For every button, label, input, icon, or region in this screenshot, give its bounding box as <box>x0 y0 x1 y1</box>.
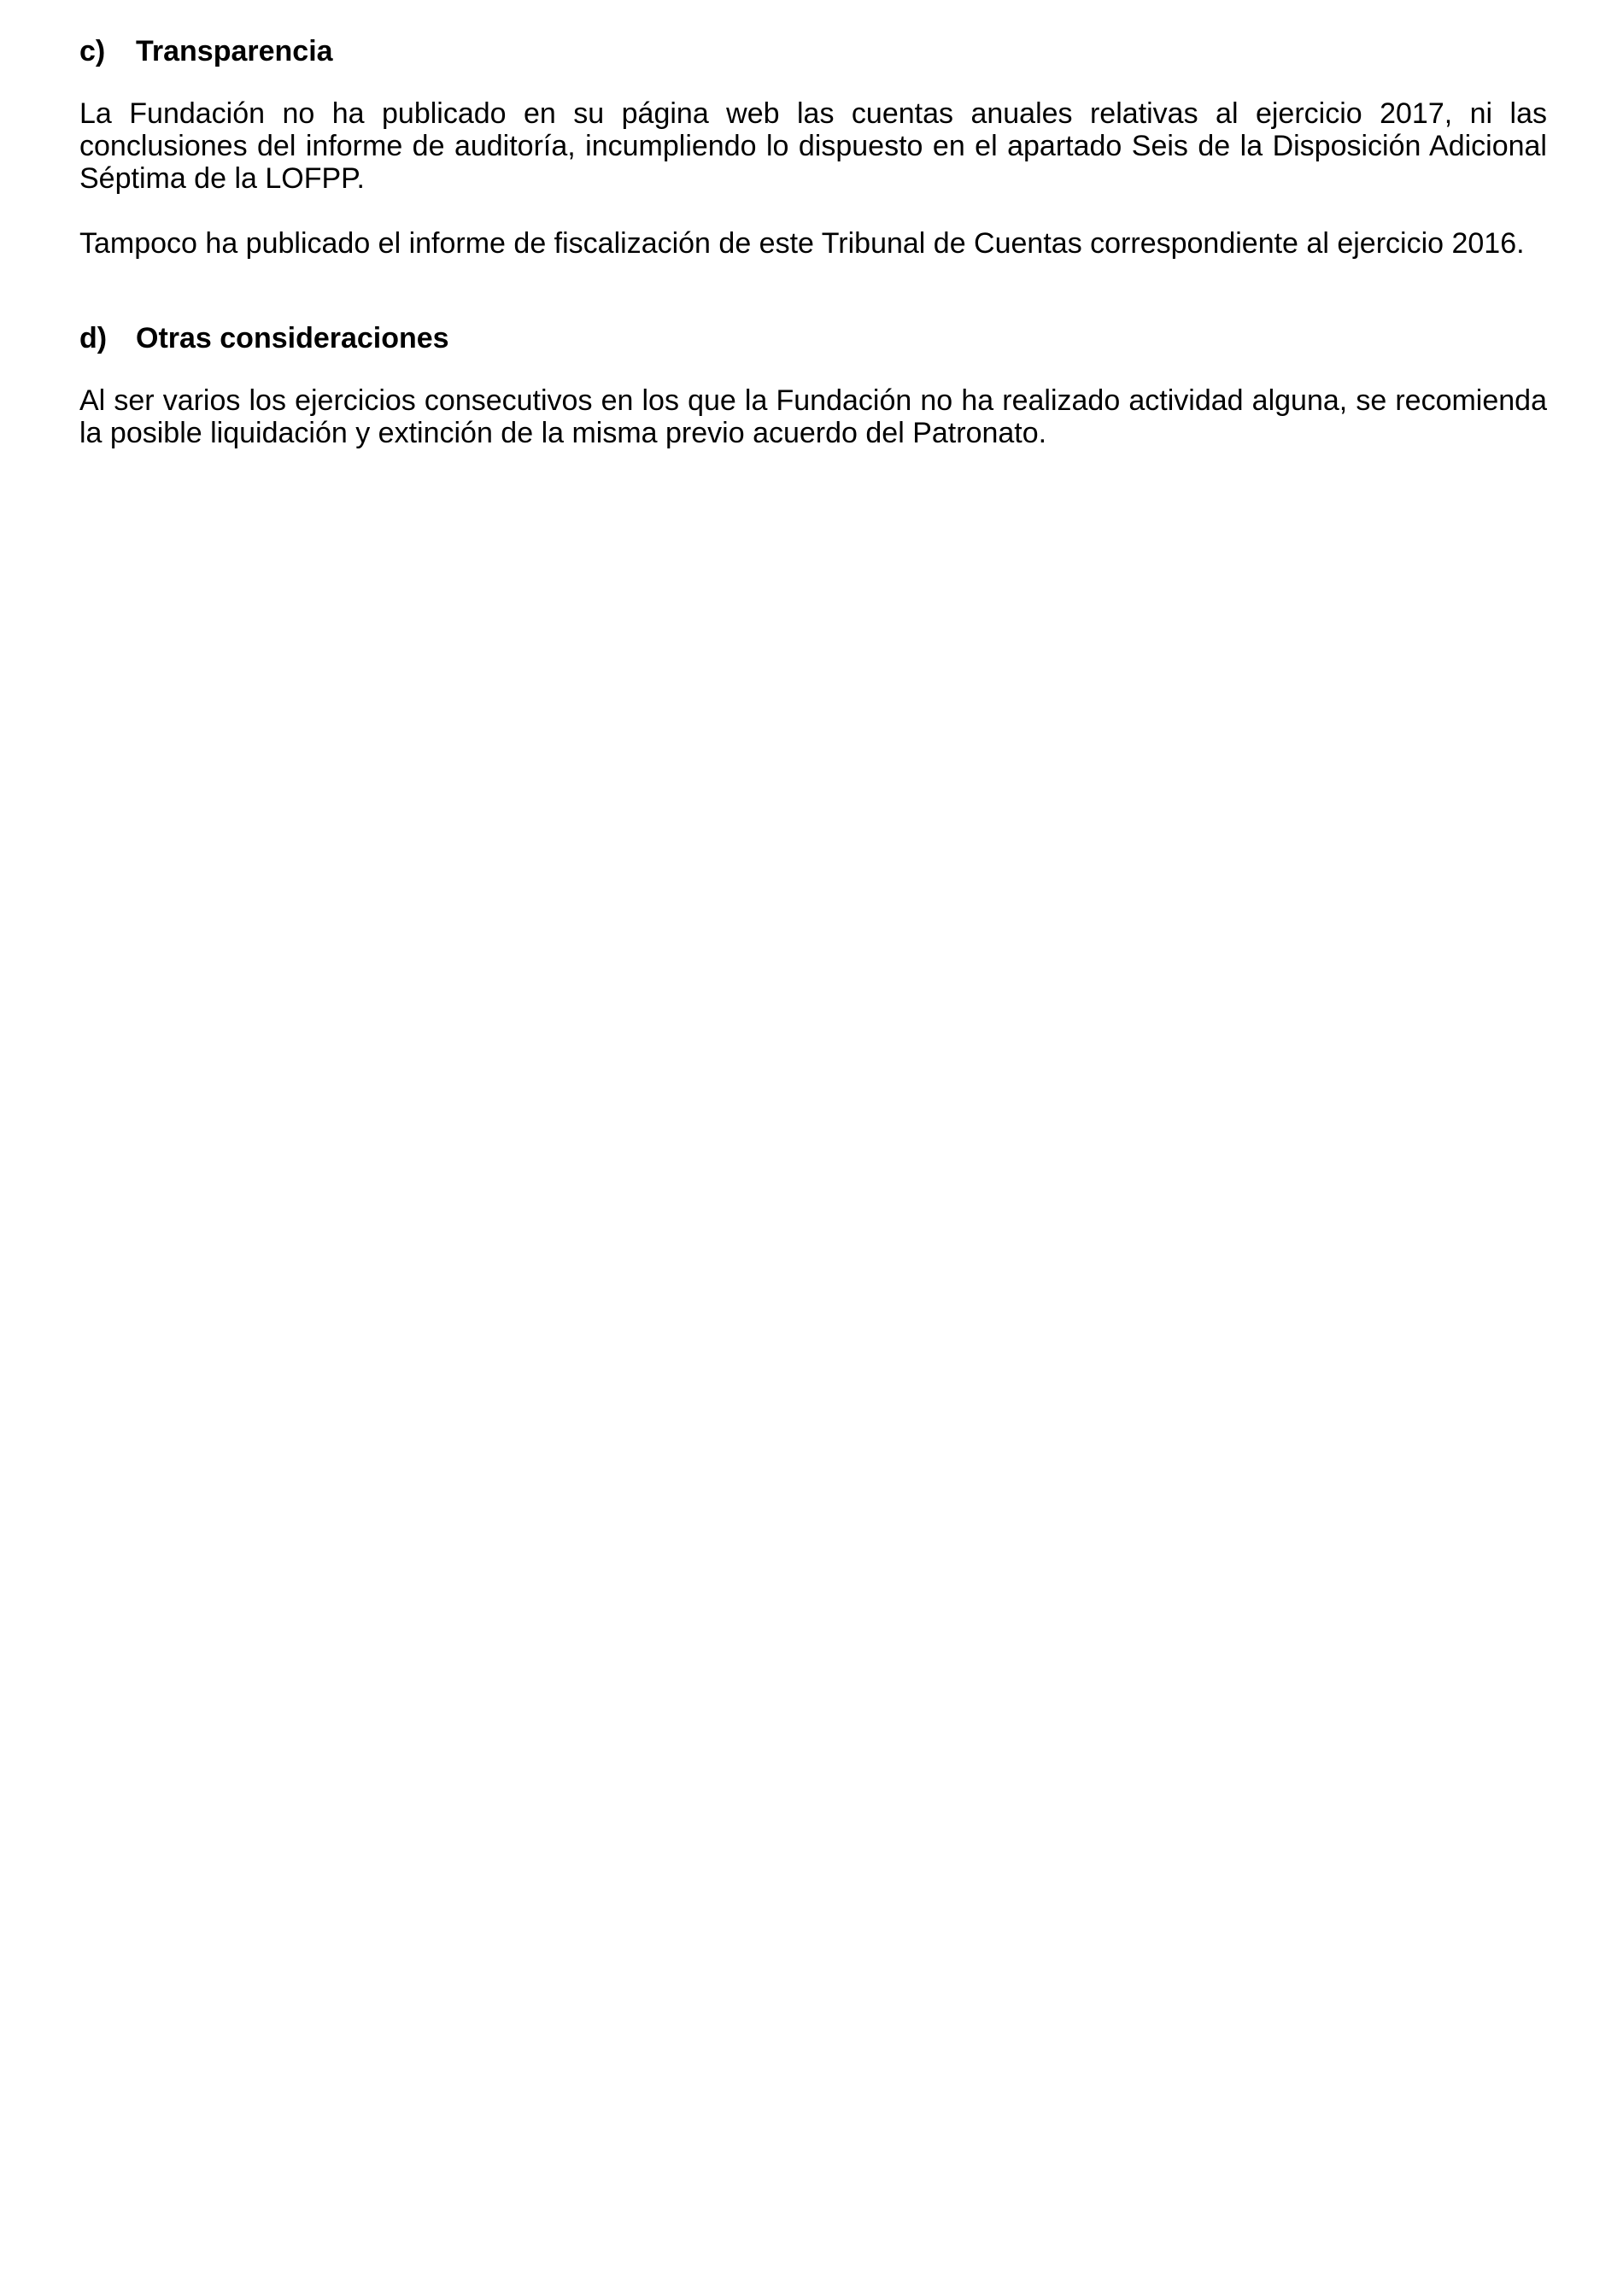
paragraph: Tampoco ha publicado el informe de fiscalización de este Tribunal de Cuentas correspondiente al ejercicio 2016. <box>79 227 1525 260</box>
paragraph: La Fundación no ha publicado en su página web las cuentas anuales relativas al ejercicio 2017, ni las conclusiones del informe de auditoría, incumpliendo lo dispuesto en el apartado Seis de la Disposición Adicional Séptima de la LOFPP. <box>79 97 1547 195</box>
document-page <box>79 34 1547 449</box>
section-otras-consideraciones <box>79 321 1547 449</box>
section-transparencia <box>79 34 1547 260</box>
section-marker: c) <box>79 35 106 67</box>
section-title: Transparencia <box>136 35 333 67</box>
section-marker: d) <box>79 322 108 354</box>
section-title: Otras consideraciones <box>136 322 449 354</box>
paragraph: Al ser varios los ejercicios consecutivos en los que la Fundación no ha realizado actividad alguna, se recomienda la posible liquidación y extinción de la misma previo acuerdo del Patronato. <box>79 384 1547 449</box>
section-heading <box>79 321 1547 355</box>
section-heading <box>79 34 1547 68</box>
